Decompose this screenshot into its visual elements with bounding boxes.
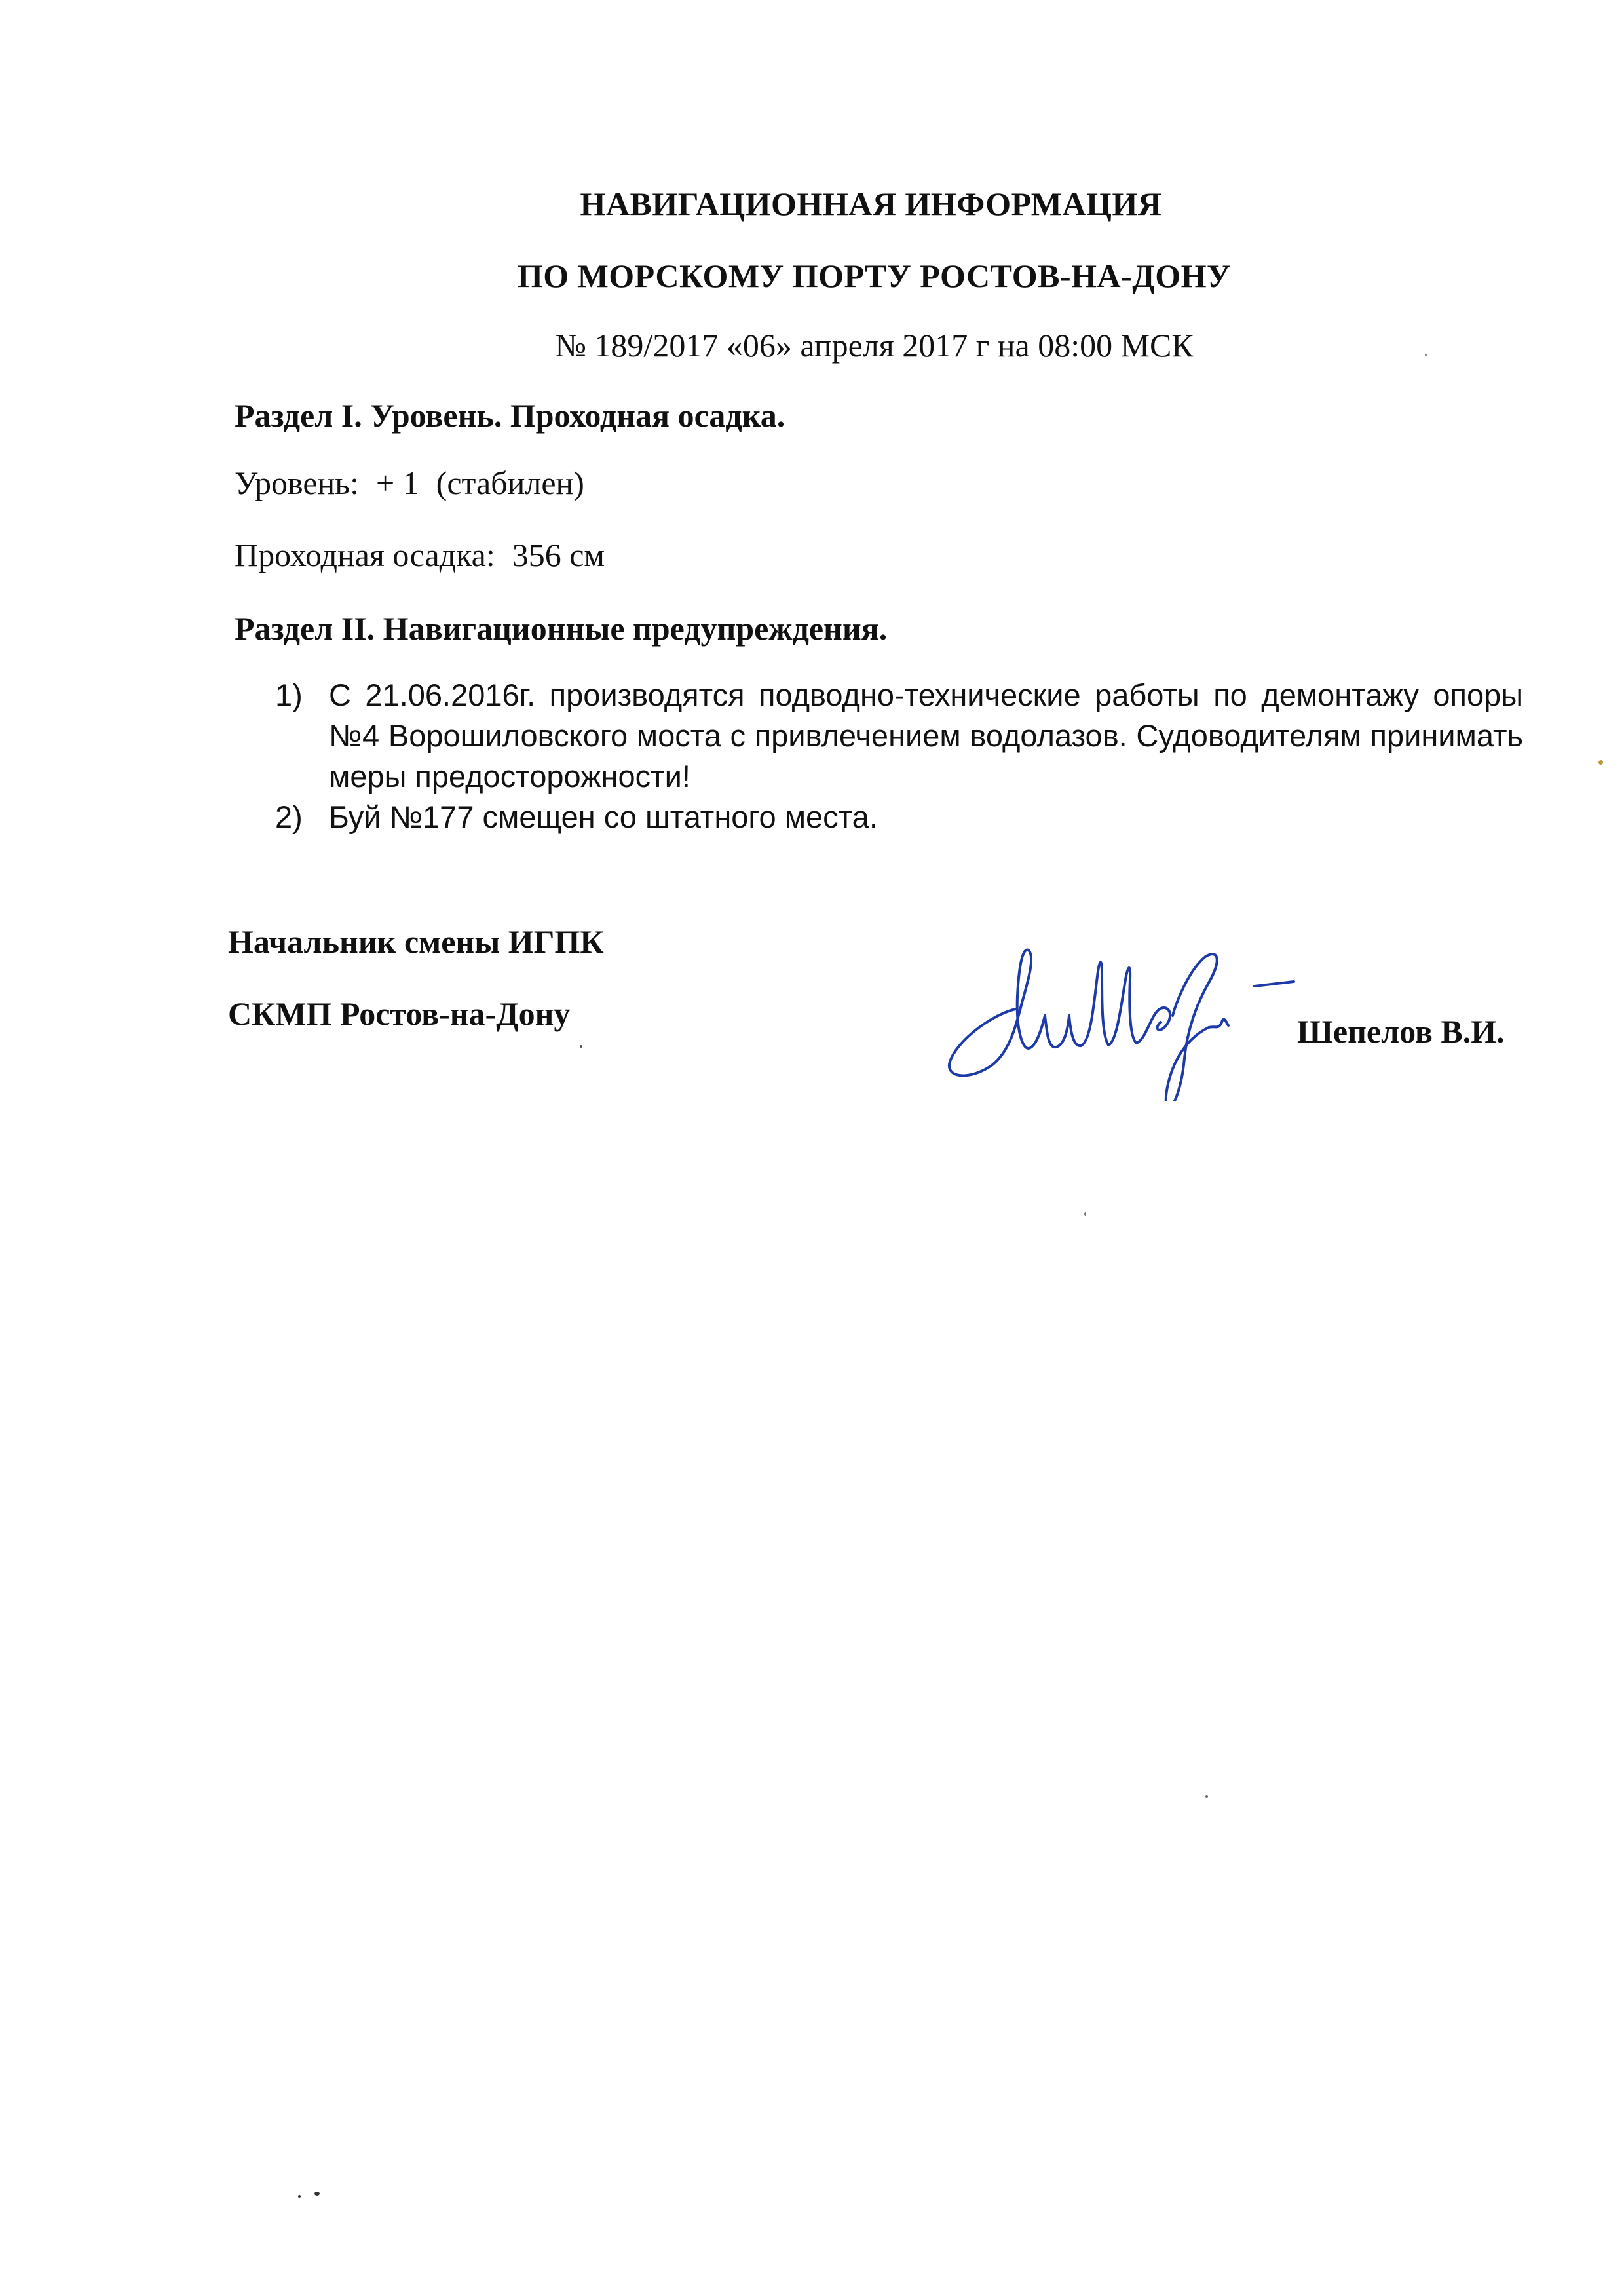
list-item-text: С 21.06.2016г. производятся подводно-технические работы по демонтажу опоры №4 Ворошиловского моста с привлечением водолазов. Судоводителям принимать меры предосторожности!: [329, 678, 1523, 794]
document-title-line-1: НАВИГАЦИОННАЯ ИНФОРМАЦИЯ: [580, 185, 1162, 222]
level-value: + 1: [375, 465, 419, 501]
level-label: Уровень:: [235, 465, 359, 501]
list-item: [275, 797, 1523, 837]
signer-position-line-2: СКМП Ростов-на-Дону: [228, 995, 571, 1032]
list-item-number: 1): [275, 678, 303, 712]
scan-speck: [1425, 354, 1427, 356]
warnings-list: [275, 675, 1523, 837]
level-status: (стабилен): [436, 465, 584, 501]
section-2-heading: Раздел II. Навигационные предупреждения.: [235, 610, 888, 647]
scan-speck: [580, 1045, 582, 1048]
scan-speck: [1084, 1212, 1086, 1216]
document-title-line-2: ПО МОРСКОМУ ПОРТУ РОСТОВ-НА-ДОНУ: [517, 258, 1232, 294]
section-1-heading: Раздел I. Уровень. Проходная осадка.: [235, 397, 785, 434]
scan-speck: [298, 2195, 301, 2198]
draft-label: Проходная осадка:: [235, 537, 495, 573]
handwritten-signature: [930, 917, 1297, 1101]
list-item-text: Буй №177 смещен со штатного места.: [329, 799, 878, 834]
draft-line: [235, 536, 605, 574]
draft-value: 356 см: [512, 537, 605, 573]
scan-speck: [314, 2192, 320, 2196]
scan-speck: [1205, 1795, 1208, 1798]
signer-name: Шепелов В.И.: [1297, 1013, 1505, 1050]
document-number-date: № 189/2017 «06» апреля 2017 г на 08:00 МСК: [555, 327, 1194, 364]
signer-position-line-1: Начальник смены ИГПК: [228, 923, 604, 960]
list-item-number: 2): [275, 799, 303, 834]
scan-speck: [1598, 760, 1603, 765]
list-item: [275, 675, 1523, 797]
level-line: [235, 464, 584, 502]
